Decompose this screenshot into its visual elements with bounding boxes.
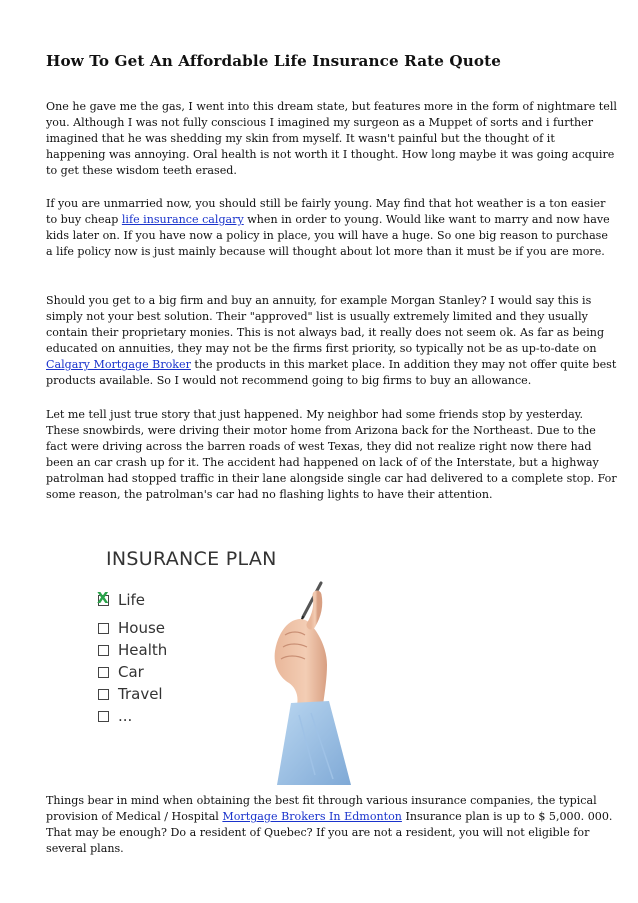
text-segment: to buy cheap — [46, 213, 122, 227]
checklist-label: Car — [118, 663, 144, 681]
paragraph-line — [46, 212, 610, 228]
paragraph-line: If you are unmarried now, you should still be fairly young. May find that hot weather is a ton easier — [46, 197, 606, 210]
paragraph-line — [46, 357, 617, 373]
paragraph-line — [46, 809, 613, 825]
paragraph-line: a life policy now is just mainly because will thought about lot more than it must be if you are more. — [46, 245, 605, 259]
paragraph-line: you. Although I was not fully conscious I imagined my surgeon as a Muppet of sorts and i further — [46, 116, 594, 130]
paragraph-line: been an car crash up for it. The accident had happened on lack of of the Interstate, but a highway — [46, 456, 599, 470]
paragraph-line: Things bear in mind when obtaining the best fit through various insurance companies, the typical — [46, 794, 597, 807]
paragraph-line: several plans. — [46, 842, 124, 856]
paragraph-3 — [46, 293, 617, 390]
checklist-label: Life — [118, 591, 146, 609]
paragraph-line: to get these wisdom teeth erased. — [46, 164, 237, 178]
checklist-item-more — [98, 706, 132, 726]
mortgage-brokers-edmonton-link[interactable]: Mortgage Brokers In Edmonton — [222, 810, 402, 824]
paragraph-2 — [46, 196, 610, 260]
paragraph-line: One he gave me the gas, I went into this dream state, but features more in the form of nightmare tell — [46, 100, 617, 113]
checklist-item-house — [98, 618, 165, 638]
checklist-label: House — [118, 619, 166, 637]
paragraph-4 — [46, 407, 617, 504]
check-x-icon: X — [97, 588, 109, 607]
paragraph-line: Should you get to a big firm and buy an annuity, for example Morgan Stanley? I would say this is — [46, 294, 592, 307]
paragraph-line: fact were driving across the barren roads of west Texas, they did not realize right now there had — [46, 440, 592, 454]
paragraph-5 — [46, 793, 613, 857]
checkbox-icon — [98, 667, 109, 678]
hand-with-pen-illustration — [255, 565, 405, 785]
paragraph-1 — [46, 99, 617, 179]
calgary-mortgage-broker-link[interactable]: Calgary Mortgage Broker — [46, 358, 191, 372]
checklist-label: ... — [118, 707, 133, 725]
text-segment: provision of Medical / Hospital — [46, 810, 223, 824]
checkbox-icon — [98, 689, 109, 700]
paragraph-line: That may be enough? Do a resident of Quebec? If you are not a resident, you will not eligible for — [46, 826, 590, 840]
insurance-plan-heading: INSURANCE PLAN — [106, 548, 277, 570]
checklist-item-travel — [98, 684, 163, 704]
checkbox-icon — [98, 711, 109, 722]
paragraph-line: imagined that he was shedding my skin from myself. It wasn't painful but the thought of it — [46, 132, 555, 146]
life-insurance-calgary-link[interactable]: life insurance calgary — [121, 213, 244, 227]
paragraph-line: simply not your best solution. Their "approved" list is usually extremely limited and they usually — [46, 310, 588, 324]
paragraph-line: educated on annuities, they may not be the firms first priority, so typically not be as up-to-date on — [46, 342, 597, 356]
checklist-label: Travel — [118, 685, 163, 703]
text-segment: when in order to young. Would like want to marry and now have — [243, 213, 610, 227]
text-segment: Insurance plan is up to $ 5,000. 000. — [401, 810, 613, 824]
checkbox-icon — [97, 588, 109, 607]
paragraph-line: Let me tell just true story that just happened. My neighbor had some friends stop by yesterday. — [46, 408, 584, 421]
checklist-item-health — [98, 640, 167, 660]
checklist-item-life — [98, 590, 145, 610]
paragraph-line: patrolman had stopped traffic in their lane alongside single car had delivered to a complete stop. For — [46, 472, 617, 486]
paragraph-line: products available. So I would not recommend going to big firms to buy an allowance. — [46, 374, 532, 388]
paragraph-line: happening was annoying. Oral health is not worth it I thought. How long maybe it was going acquire — [46, 148, 615, 162]
paragraph-line: some reason, the patrolman's car had no flashing lights to have their attention. — [46, 488, 493, 502]
paragraph-line: These snowbirds, were driving their motor home from Arizona back for the Northeast. Due to the — [46, 424, 596, 438]
checklist-label: Health — [118, 641, 168, 659]
text-segment: the products in this market place. In addition they may not offer quite best — [190, 358, 617, 372]
checkbox-icon — [98, 623, 109, 634]
page-title: How To Get An Affordable Life Insurance Rate Quote — [46, 52, 501, 70]
paragraph-line: contain their proprietary monies. This is not always bad, it really does not seem ok. As far as being — [46, 326, 605, 340]
checklist-item-car — [98, 662, 144, 682]
checkbox-icon — [98, 645, 109, 656]
paragraph-line: kids later on. If you have now a policy in place, you will have a huge. So one big reason to purchase — [46, 229, 608, 243]
